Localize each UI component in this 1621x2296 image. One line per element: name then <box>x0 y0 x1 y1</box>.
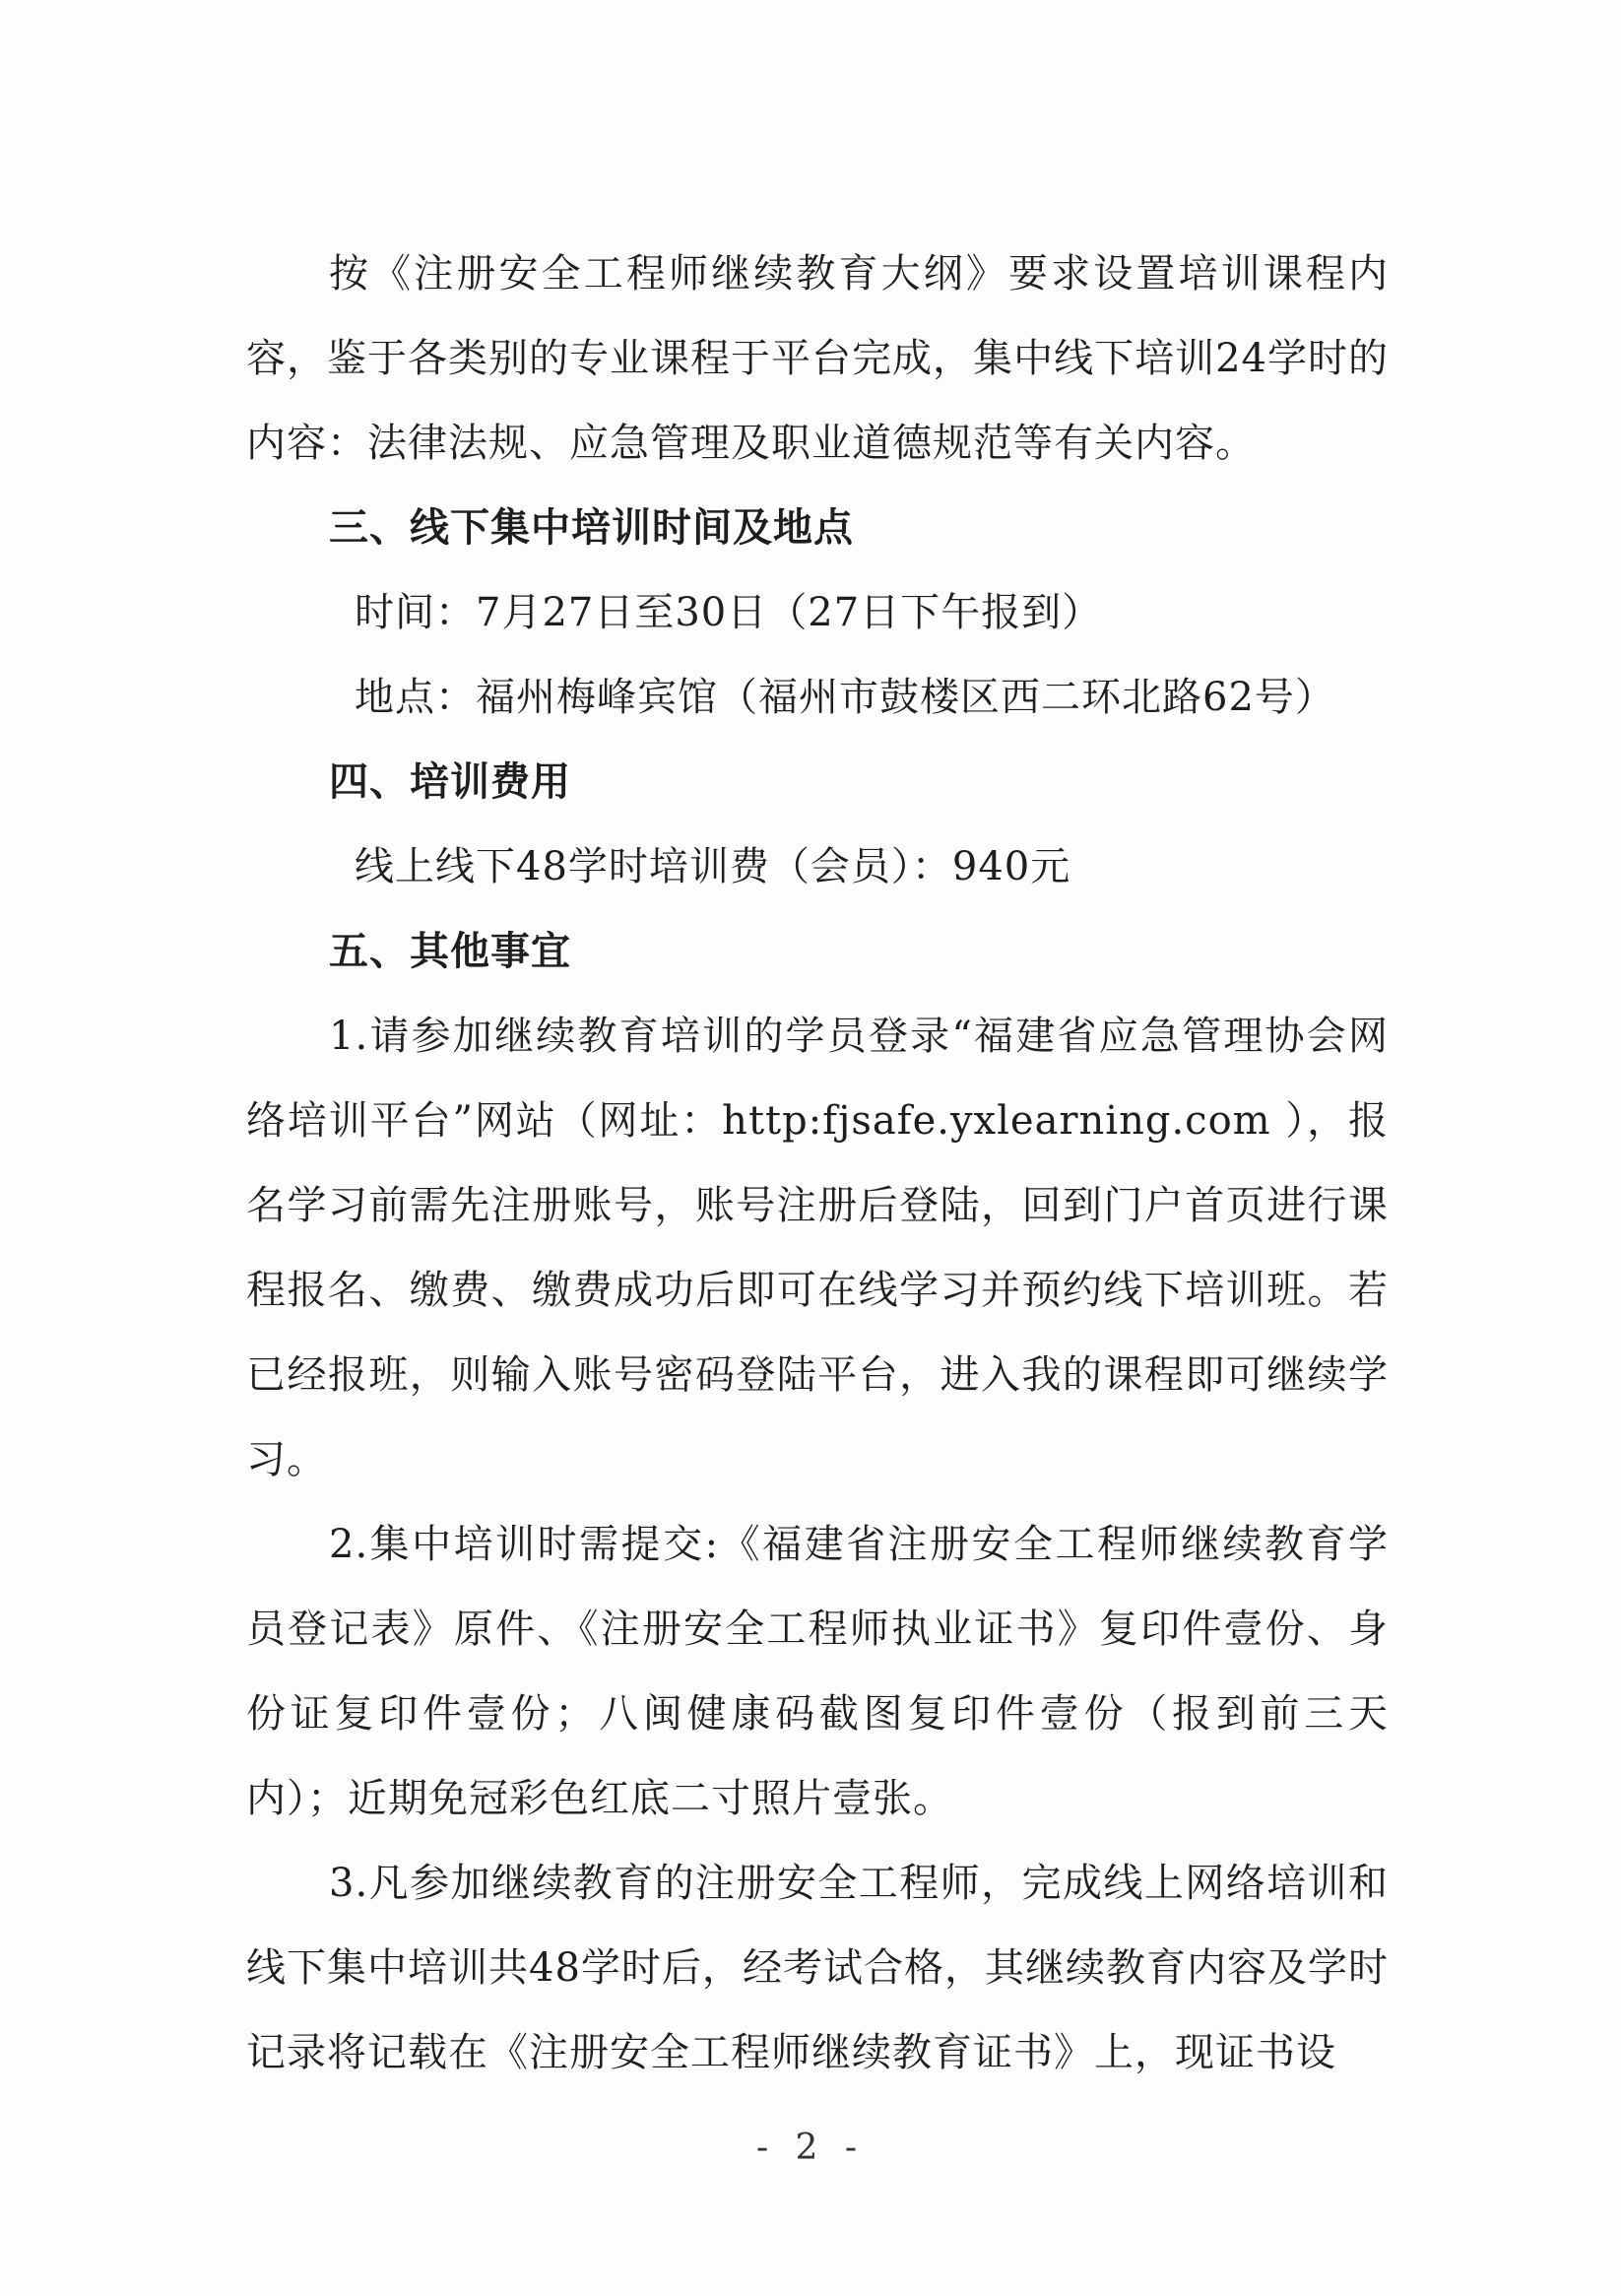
other-item-1: 1.请参加继续教育培训的学员登录“福建省应急管理协会网络培训平台”网站（网址：http:fjsafe.yxlearning.com ），报名学习前需先注册账号，账号注册后登陆，回到门户首页进行课程报名、缴费、缴费成功后即可在线学习并预约线下培训班。若已经报班，则输入账号密码登陆平台，进入我的课程即可继续学习。 <box>246 1014 1389 1482</box>
section-training-fee <box>246 740 1389 909</box>
training-location: 地点：福州梅峰宾馆（福州市鼓楼区西二环北路62号） <box>355 675 1335 720</box>
section-other-matters <box>246 909 1389 2095</box>
other-item-3: 3.凡参加继续教育的注册安全工程师，完成线上网络培训和线下集中培训共48学时后，经考试合格，其继续教育内容及学时记录将记载在《注册安全工程师继续教育证书》上，现证书设 <box>246 1861 1389 2075</box>
training-time: 时间：7月27日至30日（27日下午报到） <box>355 590 1103 635</box>
section-heading-fee: 四、培训费用 <box>329 758 571 805</box>
section-training-time-location <box>246 486 1389 740</box>
training-fee: 线上线下48学时培训费（会员）：940元 <box>355 844 1071 889</box>
document-body <box>246 231 1389 2095</box>
paragraph-course-content: 按《注册安全工程师继续教育大纲》要求设置培训课程内容，鉴于各类别的专业课程于平台完成，集中线下培训24学时的内容：法律法规、应急管理及职业道德规范等有关内容。 <box>246 251 1389 466</box>
section-heading-time-location: 三、线下集中培训时间及地点 <box>329 504 854 551</box>
page-number: - 2 - <box>755 2128 866 2168</box>
section-heading-other: 五、其他事宜 <box>329 928 571 974</box>
other-item-2: 2.集中培训时需提交:《福建省注册安全工程师继续教育学员登记表》原件、《注册安全工程师执业证书》复印件壹份、身份证复印件壹份；八闽健康码截图复印件壹份（报到前三天内）；近期免冠彩色红底二寸照片壹张。 <box>246 1522 1389 1821</box>
